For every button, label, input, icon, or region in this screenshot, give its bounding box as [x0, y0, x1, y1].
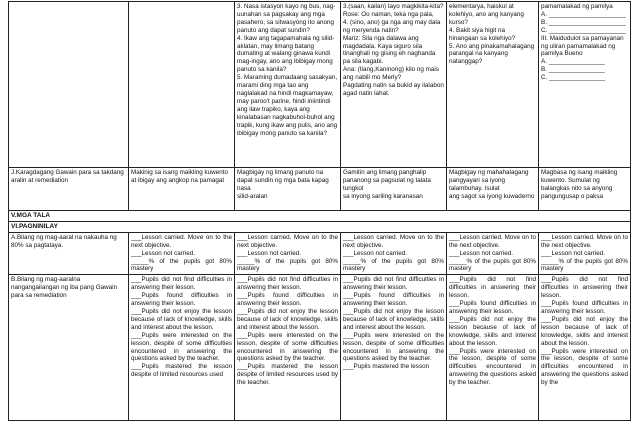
mastery-day-3: ___Lesson carried. Move on to the next objective. ___Lesson not carried. _____% of the pupils got 80% mastery: [341, 232, 447, 275]
remediation-day-5: Magbasa ng isang maikling kuwento. Sumulat ng balangkas nito sa anyong pangungusap o paksa: [539, 168, 631, 211]
section-mga-tala: [9, 211, 631, 222]
cell-pamilya-outline: pamamalakad ng pamilya A. ______________________ B. ______________________ C. ______________________ III. Maidudulot sa pamayanan ng uliran pamamalakad ng pamilya Bueno A. ________________ B. ________________ C. ________________: [539, 2, 631, 168]
lesson-plan-table: [8, 1, 631, 421]
section-heading-pagninilay: VI.PAGNINILAY: [9, 221, 631, 232]
continuation-row: [9, 2, 631, 168]
mastery-day-1: ___Lesson carried. Move on to the next objective. ___Lesson not carried. _____% of the pupils got 80% mastery: [129, 232, 235, 275]
cell-panghalip-dialogue: 3.(saan, kailan) tayo magkikita-kita? Rose: Oo naman, teka nga pala, 4. (sino, ano) ga nga ang may dala ng meryenda natin? Mariz: Sila nga dalawa ang magdadala. Kaya siguro sila tinanghali ng gising eh naghanda pa sila kagabi. Ana: (Ilang,Kaninong) kilo ng mais ang nabili mo Merly? Pagdating natin sa bukid ay ilalabon agad natin lahat.: [341, 2, 447, 168]
row-a-mastery: [9, 232, 631, 275]
remediation-day-3: Gamitin ang limang panghalip pananong sa pagsulat ng talata tungkol sa inyong sariling karanasan: [341, 168, 447, 211]
difficulties-day-4: ___Pupils did not find difficulties in answering their lesson. ___Pupils found difficulties in answering their lesson. ___Pupils did not enjoy the lesson because of lack of knowledge, skills and interest about the lesson. ___Pupils were interested on the lesson, despite of some difficulties encountered in answering the questions asked by the teacher.: [447, 275, 539, 421]
difficulties-day-1: ___Pupils did not find difficulties in answering their lesson. ___Pupils found difficulties in answering their lesson. ___Pupils did not enjoy the lesson because of lack of knowledge, skills and interest about the lesson. ___Pupils were interested on the lesson, despite of some difficulties encountered in answering the questions asked by the teacher. ___Pupils mastered the lesson despite of limited resources used: [129, 275, 235, 421]
remediation-day-1: Makinig sa isang maikling kuwento at ibigay ang angkop na pamagat: [129, 168, 235, 211]
remediation-day-4: Magbigay ng mahahalagang pangyayari sa iyong talambuhay. Isulat ang sagot sa iyong kuwaderno: [447, 168, 539, 211]
mastery-day-4: ___Lesson carried. Move on to the next objective. ___Lesson not carried. _____% of the pupils got 80% mastery: [447, 232, 539, 275]
difficulties-day-2: ___Pupils did not find difficulties in answering their lesson. ___Pupils found difficulties in answering their lesson. ___Pupils did not enjoy the lesson because of lack of knowledge, skills and interest about the lesson. ___Pupils were interested on the lesson, despite of some difficulties encountered in answering the questions asked by the teacher. ___Pupils mastered the lesson despite of limited resources used by the teacher.: [235, 275, 341, 421]
cell-talambuhay-questions: elementarya, haiskul at kolehiyo, ano ang kanyang kurso? 4. Bakit siya higit na hinangaan sa kolehiyo? 5. Ano ang pinakamahalagang parangal na kanyang natanggap?: [447, 2, 539, 168]
row-b-remediation-needs: [9, 275, 631, 421]
mastery-day-5: ___Lesson carried. Move on to the next objective. ___Lesson not carried. _____% of the pupils got 80% mastery: [539, 232, 631, 275]
section-heading-mga-tala: V.MGA TALA: [9, 211, 631, 222]
difficulties-day-3: ___Pupils did not find difficulties in answering their lesson. ___Pupils found difficulties in answering their lesson. ___Pupils did not enjoy the lesson because of lack of knowledge, skills and interest about the lesson. ___Pupils were interested on the lesson, despite of some difficulties encountered in answering the questions asked by the teacher. ___Pupils mastered the lesson: [341, 275, 447, 421]
remediation-row: [9, 168, 631, 211]
row-label-b: B.Bilang ng mag-aaralna nangangailangan ng iba pang Gawain para sa remediation: [9, 275, 129, 421]
row-label-a: A.Bilang ng mag-aaral na nakauha ng 80% sa pagtataya.: [9, 232, 129, 275]
cell-empty-2: [129, 2, 235, 168]
mastery-day-2: ___Lesson carried. Move on to the next objective. ___Lesson not carried. _____% of the pupils got 80% mastery: [235, 232, 341, 275]
row-label-takdang-aralin: J.Karagdagang Gawain para sa takdang aralin at remediation: [9, 168, 129, 211]
difficulties-day-5: ___Pupils did not find difficulties in answering their lesson. ___Pupils found difficulties in answering their lesson. ___Pupils did not enjoy the lesson because of lack of knowledge, skills and interest about the lesson. ___Pupils were interested on the lesson, despite of some difficulties encountered in answering the questions asked by the: [539, 275, 631, 421]
remediation-day-2: Magbigay ng limang panuto na dapat sundin ng mga bata kapag nasa silid-aralan: [235, 168, 341, 211]
cell-panuto-questions: 3. Nasa istasyon kayo ng bus, nag-uunahan sa pagsakay ang mga pasahero, sa sitwasyong ito anong panuto ang dapat sundin? 4. Ikaw ang tagapamahala ng silid-aklatan, may limang batang dumating at walang ginawa kundi mag-ingay, ano ang ibibigay mong panuto sa kanila? 5. Maraming dumadaang sasakyan, marami ding mga tao ang naglalakad na hindi magkamayaw, may paroo't parine, hindi iniintindi ang ilaw trapiko, kaya ang kinalabasan nagkabuhol-buhol ang trapik, kung ikaw ang pulis, ano ang ibibigay mong panuto sa kanila?: [235, 2, 341, 168]
cell-empty-1: [9, 2, 129, 168]
section-pagninilay: [9, 221, 631, 232]
